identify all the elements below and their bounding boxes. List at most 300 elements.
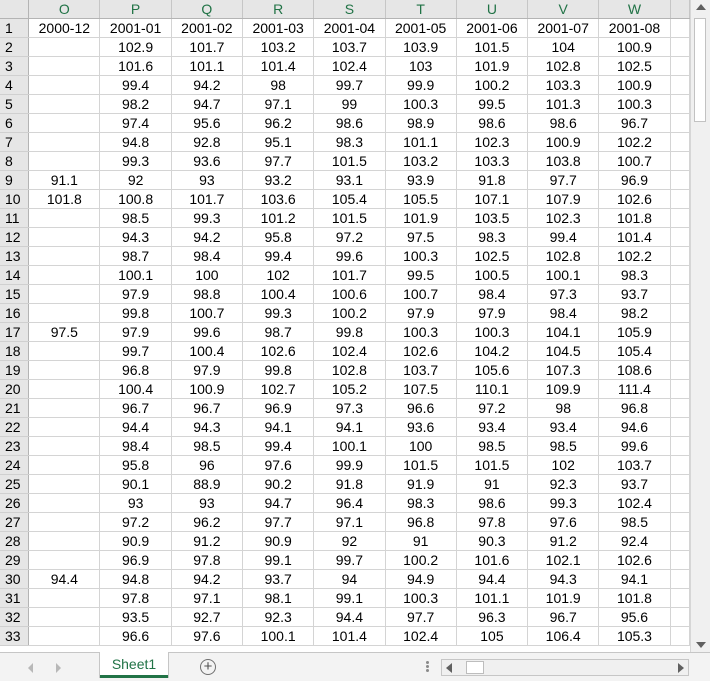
- scroll-down-arrow-icon[interactable]: [696, 642, 706, 648]
- cell-t31[interactable]: 100.3: [385, 589, 456, 608]
- cell-partial[interactable]: [670, 361, 689, 380]
- cell-t19[interactable]: 103.7: [385, 361, 456, 380]
- add-sheet-button[interactable]: [200, 659, 216, 675]
- cell-u5[interactable]: 99.5: [456, 95, 527, 114]
- cell-t3[interactable]: 103: [385, 57, 456, 76]
- cell-partial[interactable]: [670, 570, 689, 589]
- cell-v3[interactable]: 102.8: [528, 57, 599, 76]
- cell-q7[interactable]: 92.8: [171, 133, 242, 152]
- cell-o10[interactable]: 101.8: [29, 190, 100, 209]
- cell-v30[interactable]: 94.3: [528, 570, 599, 589]
- cell-v16[interactable]: 98.4: [528, 304, 599, 323]
- cell-partial[interactable]: [670, 209, 689, 228]
- cell-s7[interactable]: 98.3: [314, 133, 385, 152]
- cell-w30[interactable]: 94.1: [599, 570, 670, 589]
- cell-q27[interactable]: 96.2: [171, 513, 242, 532]
- cell-u30[interactable]: 94.4: [456, 570, 527, 589]
- cell-t10[interactable]: 105.5: [385, 190, 456, 209]
- cell-u15[interactable]: 98.4: [456, 285, 527, 304]
- cell-s27[interactable]: 97.1: [314, 513, 385, 532]
- cell-t24[interactable]: 101.5: [385, 456, 456, 475]
- row-header[interactable]: 16: [0, 304, 29, 323]
- cell-s6[interactable]: 98.6: [314, 114, 385, 133]
- cell-p16[interactable]: 99.8: [100, 304, 171, 323]
- cell-q16[interactable]: 100.7: [171, 304, 242, 323]
- cell-o2[interactable]: [29, 38, 100, 57]
- cell-v7[interactable]: 100.9: [528, 133, 599, 152]
- cell-v28[interactable]: 91.2: [528, 532, 599, 551]
- row-header[interactable]: 18: [0, 342, 29, 361]
- cell-partial[interactable]: [670, 418, 689, 437]
- cell-r22[interactable]: 94.1: [243, 418, 314, 437]
- row-header[interactable]: 19: [0, 361, 29, 380]
- cell-o1[interactable]: 2000-12: [29, 19, 100, 38]
- cell-r17[interactable]: 98.7: [243, 323, 314, 342]
- cell-t12[interactable]: 97.5: [385, 228, 456, 247]
- column-header-s[interactable]: S: [314, 0, 385, 19]
- cell-r8[interactable]: 97.7: [243, 152, 314, 171]
- cell-partial[interactable]: [670, 532, 689, 551]
- cell-v22[interactable]: 93.4: [528, 418, 599, 437]
- cell-p14[interactable]: 100.1: [100, 266, 171, 285]
- cell-o9[interactable]: 91.1: [29, 171, 100, 190]
- cell-p18[interactable]: 99.7: [100, 342, 171, 361]
- cell-w21[interactable]: 96.8: [599, 399, 670, 418]
- cell-t16[interactable]: 97.9: [385, 304, 456, 323]
- cell-u14[interactable]: 100.5: [456, 266, 527, 285]
- cell-w12[interactable]: 101.4: [599, 228, 670, 247]
- cell-p29[interactable]: 96.9: [100, 551, 171, 570]
- cell-r5[interactable]: 97.1: [243, 95, 314, 114]
- cell-r25[interactable]: 90.2: [243, 475, 314, 494]
- cell-w15[interactable]: 93.7: [599, 285, 670, 304]
- cell-p27[interactable]: 97.2: [100, 513, 171, 532]
- cell-u31[interactable]: 101.1: [456, 589, 527, 608]
- select-all-corner[interactable]: [0, 0, 29, 19]
- cell-r21[interactable]: 96.9: [243, 399, 314, 418]
- cell-partial[interactable]: [670, 285, 689, 304]
- cell-w11[interactable]: 101.8: [599, 209, 670, 228]
- cell-o13[interactable]: [29, 247, 100, 266]
- cell-w31[interactable]: 101.8: [599, 589, 670, 608]
- cell-u6[interactable]: 98.6: [456, 114, 527, 133]
- cell-p23[interactable]: 98.4: [100, 437, 171, 456]
- cell-s10[interactable]: 105.4: [314, 190, 385, 209]
- cell-t21[interactable]: 96.6: [385, 399, 456, 418]
- row-header[interactable]: 9: [0, 171, 29, 190]
- cell-r24[interactable]: 97.6: [243, 456, 314, 475]
- cell-t23[interactable]: 100: [385, 437, 456, 456]
- cell-partial[interactable]: [670, 247, 689, 266]
- cell-u2[interactable]: 101.5: [456, 38, 527, 57]
- cell-partial[interactable]: [670, 38, 689, 57]
- cell-w28[interactable]: 92.4: [599, 532, 670, 551]
- cell-q31[interactable]: 97.1: [171, 589, 242, 608]
- cell-partial[interactable]: [670, 190, 689, 209]
- cell-p17[interactable]: 97.9: [100, 323, 171, 342]
- cell-w16[interactable]: 98.2: [599, 304, 670, 323]
- cell-o20[interactable]: [29, 380, 100, 399]
- cell-u24[interactable]: 101.5: [456, 456, 527, 475]
- cell-q30[interactable]: 94.2: [171, 570, 242, 589]
- cell-q2[interactable]: 101.7: [171, 38, 242, 57]
- cell-q11[interactable]: 99.3: [171, 209, 242, 228]
- cell-w26[interactable]: 102.4: [599, 494, 670, 513]
- cell-v15[interactable]: 97.3: [528, 285, 599, 304]
- cell-s4[interactable]: 99.7: [314, 76, 385, 95]
- cell-p33[interactable]: 96.6: [100, 627, 171, 646]
- cell-p2[interactable]: 102.9: [100, 38, 171, 57]
- cell-u22[interactable]: 93.4: [456, 418, 527, 437]
- cell-q12[interactable]: 94.2: [171, 228, 242, 247]
- cell-w23[interactable]: 99.6: [599, 437, 670, 456]
- column-header-w[interactable]: W: [599, 0, 670, 19]
- cell-u8[interactable]: 103.3: [456, 152, 527, 171]
- cell-v29[interactable]: 102.1: [528, 551, 599, 570]
- cell-o19[interactable]: [29, 361, 100, 380]
- cell-partial[interactable]: [670, 57, 689, 76]
- cell-s33[interactable]: 101.4: [314, 627, 385, 646]
- cell-o26[interactable]: [29, 494, 100, 513]
- cell-r4[interactable]: 98: [243, 76, 314, 95]
- cell-t33[interactable]: 102.4: [385, 627, 456, 646]
- cell-w3[interactable]: 102.5: [599, 57, 670, 76]
- cell-p28[interactable]: 90.9: [100, 532, 171, 551]
- cell-s22[interactable]: 94.1: [314, 418, 385, 437]
- cell-p12[interactable]: 94.3: [100, 228, 171, 247]
- cell-r32[interactable]: 92.3: [243, 608, 314, 627]
- cell-s20[interactable]: 105.2: [314, 380, 385, 399]
- cell-s31[interactable]: 99.1: [314, 589, 385, 608]
- cell-p1[interactable]: 2001-01: [100, 19, 171, 38]
- cell-partial[interactable]: [670, 627, 689, 646]
- cell-u12[interactable]: 98.3: [456, 228, 527, 247]
- cell-r14[interactable]: 102: [243, 266, 314, 285]
- cell-u27[interactable]: 97.8: [456, 513, 527, 532]
- cell-w22[interactable]: 94.6: [599, 418, 670, 437]
- cell-w1[interactable]: 2001-08: [599, 19, 670, 38]
- cell-v9[interactable]: 97.7: [528, 171, 599, 190]
- cell-u9[interactable]: 91.8: [456, 171, 527, 190]
- cell-partial[interactable]: [670, 228, 689, 247]
- row-header[interactable]: 12: [0, 228, 29, 247]
- cell-u11[interactable]: 103.5: [456, 209, 527, 228]
- row-header[interactable]: 26: [0, 494, 29, 513]
- cell-u3[interactable]: 101.9: [456, 57, 527, 76]
- cell-q22[interactable]: 94.3: [171, 418, 242, 437]
- cell-v5[interactable]: 101.3: [528, 95, 599, 114]
- row-header[interactable]: 21: [0, 399, 29, 418]
- cell-s25[interactable]: 91.8: [314, 475, 385, 494]
- cell-t17[interactable]: 100.3: [385, 323, 456, 342]
- cell-t4[interactable]: 99.9: [385, 76, 456, 95]
- cell-u23[interactable]: 98.5: [456, 437, 527, 456]
- cell-u29[interactable]: 101.6: [456, 551, 527, 570]
- cell-o7[interactable]: [29, 133, 100, 152]
- cell-o22[interactable]: [29, 418, 100, 437]
- cell-t22[interactable]: 93.6: [385, 418, 456, 437]
- cell-partial[interactable]: [670, 171, 689, 190]
- cell-o11[interactable]: [29, 209, 100, 228]
- cell-t28[interactable]: 91: [385, 532, 456, 551]
- cell-s16[interactable]: 100.2: [314, 304, 385, 323]
- cell-q17[interactable]: 99.6: [171, 323, 242, 342]
- cell-w29[interactable]: 102.6: [599, 551, 670, 570]
- cell-partial[interactable]: [670, 437, 689, 456]
- cell-s15[interactable]: 100.6: [314, 285, 385, 304]
- cell-q10[interactable]: 101.7: [171, 190, 242, 209]
- cell-s23[interactable]: 100.1: [314, 437, 385, 456]
- cell-o18[interactable]: [29, 342, 100, 361]
- cell-u32[interactable]: 96.3: [456, 608, 527, 627]
- previous-sheet-arrow-icon[interactable]: [28, 663, 33, 673]
- row-header[interactable]: 13: [0, 247, 29, 266]
- cell-v8[interactable]: 103.8: [528, 152, 599, 171]
- cell-s3[interactable]: 102.4: [314, 57, 385, 76]
- row-header[interactable]: 2: [0, 38, 29, 57]
- cell-w20[interactable]: 111.4: [599, 380, 670, 399]
- cell-o5[interactable]: [29, 95, 100, 114]
- cell-p3[interactable]: 101.6: [100, 57, 171, 76]
- cell-q6[interactable]: 95.6: [171, 114, 242, 133]
- cell-t20[interactable]: 107.5: [385, 380, 456, 399]
- cell-u18[interactable]: 104.2: [456, 342, 527, 361]
- scroll-up-arrow-icon[interactable]: [696, 4, 706, 10]
- cell-partial[interactable]: [670, 399, 689, 418]
- cell-t11[interactable]: 101.9: [385, 209, 456, 228]
- cell-u10[interactable]: 107.1: [456, 190, 527, 209]
- cell-p4[interactable]: 99.4: [100, 76, 171, 95]
- cell-r30[interactable]: 93.7: [243, 570, 314, 589]
- cell-q15[interactable]: 98.8: [171, 285, 242, 304]
- cell-s21[interactable]: 97.3: [314, 399, 385, 418]
- cell-v25[interactable]: 92.3: [528, 475, 599, 494]
- cell-r18[interactable]: 102.6: [243, 342, 314, 361]
- cell-o23[interactable]: [29, 437, 100, 456]
- row-header[interactable]: 3: [0, 57, 29, 76]
- scroll-right-arrow-icon[interactable]: [678, 663, 684, 673]
- cell-p13[interactable]: 98.7: [100, 247, 171, 266]
- cell-v12[interactable]: 99.4: [528, 228, 599, 247]
- column-header-p[interactable]: P: [100, 0, 171, 19]
- cell-v4[interactable]: 103.3: [528, 76, 599, 95]
- cell-r10[interactable]: 103.6: [243, 190, 314, 209]
- cell-s8[interactable]: 101.5: [314, 152, 385, 171]
- cell-r16[interactable]: 99.3: [243, 304, 314, 323]
- cell-t29[interactable]: 100.2: [385, 551, 456, 570]
- cell-t27[interactable]: 96.8: [385, 513, 456, 532]
- column-header-partial[interactable]: [670, 0, 689, 19]
- cell-r23[interactable]: 99.4: [243, 437, 314, 456]
- row-header[interactable]: 25: [0, 475, 29, 494]
- cell-r2[interactable]: 103.2: [243, 38, 314, 57]
- row-header[interactable]: 8: [0, 152, 29, 171]
- cell-t2[interactable]: 103.9: [385, 38, 456, 57]
- cell-o4[interactable]: [29, 76, 100, 95]
- cell-s2[interactable]: 103.7: [314, 38, 385, 57]
- cell-v32[interactable]: 96.7: [528, 608, 599, 627]
- cell-t13[interactable]: 100.3: [385, 247, 456, 266]
- cell-w14[interactable]: 98.3: [599, 266, 670, 285]
- cell-u26[interactable]: 98.6: [456, 494, 527, 513]
- cell-partial[interactable]: [670, 494, 689, 513]
- cell-u16[interactable]: 97.9: [456, 304, 527, 323]
- column-header-u[interactable]: U: [456, 0, 527, 19]
- row-header[interactable]: 24: [0, 456, 29, 475]
- cell-w13[interactable]: 102.2: [599, 247, 670, 266]
- cell-t25[interactable]: 91.9: [385, 475, 456, 494]
- cell-o25[interactable]: [29, 475, 100, 494]
- cell-s5[interactable]: 99: [314, 95, 385, 114]
- cell-s32[interactable]: 94.4: [314, 608, 385, 627]
- cell-w9[interactable]: 96.9: [599, 171, 670, 190]
- cell-w27[interactable]: 98.5: [599, 513, 670, 532]
- cell-partial[interactable]: [670, 266, 689, 285]
- sheet-tab-sheet1[interactable]: Sheet1: [100, 652, 168, 678]
- row-header[interactable]: 29: [0, 551, 29, 570]
- cell-partial[interactable]: [670, 19, 689, 38]
- cell-o15[interactable]: [29, 285, 100, 304]
- cell-w8[interactable]: 100.7: [599, 152, 670, 171]
- cell-p9[interactable]: 92: [100, 171, 171, 190]
- cell-r1[interactable]: 2001-03: [243, 19, 314, 38]
- cell-partial[interactable]: [670, 323, 689, 342]
- cell-q20[interactable]: 100.9: [171, 380, 242, 399]
- cell-q28[interactable]: 91.2: [171, 532, 242, 551]
- cell-partial[interactable]: [670, 304, 689, 323]
- cell-w5[interactable]: 100.3: [599, 95, 670, 114]
- row-header[interactable]: 30: [0, 570, 29, 589]
- cell-p25[interactable]: 90.1: [100, 475, 171, 494]
- cell-q8[interactable]: 93.6: [171, 152, 242, 171]
- cell-o6[interactable]: [29, 114, 100, 133]
- cell-w6[interactable]: 96.7: [599, 114, 670, 133]
- cell-partial[interactable]: [670, 152, 689, 171]
- cell-t26[interactable]: 98.3: [385, 494, 456, 513]
- column-header-q[interactable]: Q: [171, 0, 242, 19]
- cell-p19[interactable]: 96.8: [100, 361, 171, 380]
- row-header[interactable]: 15: [0, 285, 29, 304]
- cell-s26[interactable]: 96.4: [314, 494, 385, 513]
- cell-q13[interactable]: 98.4: [171, 247, 242, 266]
- cell-o14[interactable]: [29, 266, 100, 285]
- cell-u33[interactable]: 105: [456, 627, 527, 646]
- cell-s9[interactable]: 93.1: [314, 171, 385, 190]
- cell-v17[interactable]: 104.1: [528, 323, 599, 342]
- column-header-v[interactable]: V: [528, 0, 599, 19]
- row-header[interactable]: 6: [0, 114, 29, 133]
- tab-splitter-handle[interactable]: [426, 661, 429, 673]
- cell-o29[interactable]: [29, 551, 100, 570]
- cell-w18[interactable]: 105.4: [599, 342, 670, 361]
- cell-partial[interactable]: [670, 95, 689, 114]
- cell-r3[interactable]: 101.4: [243, 57, 314, 76]
- cell-w19[interactable]: 108.6: [599, 361, 670, 380]
- cell-s11[interactable]: 101.5: [314, 209, 385, 228]
- cell-o12[interactable]: [29, 228, 100, 247]
- cell-v11[interactable]: 102.3: [528, 209, 599, 228]
- cell-partial[interactable]: [670, 380, 689, 399]
- cell-w7[interactable]: 102.2: [599, 133, 670, 152]
- column-header-o[interactable]: O: [29, 0, 100, 19]
- cell-r20[interactable]: 102.7: [243, 380, 314, 399]
- cell-p20[interactable]: 100.4: [100, 380, 171, 399]
- cell-r33[interactable]: 100.1: [243, 627, 314, 646]
- cell-v23[interactable]: 98.5: [528, 437, 599, 456]
- cell-v26[interactable]: 99.3: [528, 494, 599, 513]
- cell-r7[interactable]: 95.1: [243, 133, 314, 152]
- cell-o24[interactable]: [29, 456, 100, 475]
- cell-q14[interactable]: 100: [171, 266, 242, 285]
- cell-s12[interactable]: 97.2: [314, 228, 385, 247]
- cell-w2[interactable]: 100.9: [599, 38, 670, 57]
- cell-p22[interactable]: 94.4: [100, 418, 171, 437]
- cell-u7[interactable]: 102.3: [456, 133, 527, 152]
- cell-r12[interactable]: 95.8: [243, 228, 314, 247]
- cell-u17[interactable]: 100.3: [456, 323, 527, 342]
- column-header-r[interactable]: R: [243, 0, 314, 19]
- cell-t6[interactable]: 98.9: [385, 114, 456, 133]
- cell-p5[interactable]: 98.2: [100, 95, 171, 114]
- cell-r15[interactable]: 100.4: [243, 285, 314, 304]
- cell-r9[interactable]: 93.2: [243, 171, 314, 190]
- cell-v2[interactable]: 104: [528, 38, 599, 57]
- cell-s18[interactable]: 102.4: [314, 342, 385, 361]
- cell-s17[interactable]: 99.8: [314, 323, 385, 342]
- cell-t8[interactable]: 103.2: [385, 152, 456, 171]
- row-header[interactable]: 28: [0, 532, 29, 551]
- cell-v6[interactable]: 98.6: [528, 114, 599, 133]
- cell-q19[interactable]: 97.9: [171, 361, 242, 380]
- cell-v18[interactable]: 104.5: [528, 342, 599, 361]
- row-header[interactable]: 14: [0, 266, 29, 285]
- cell-s30[interactable]: 94: [314, 570, 385, 589]
- cell-s1[interactable]: 2001-04: [314, 19, 385, 38]
- cell-o33[interactable]: [29, 627, 100, 646]
- cell-v20[interactable]: 109.9: [528, 380, 599, 399]
- cell-p32[interactable]: 93.5: [100, 608, 171, 627]
- cell-partial[interactable]: [670, 133, 689, 152]
- row-header[interactable]: 17: [0, 323, 29, 342]
- cell-o30[interactable]: 94.4: [29, 570, 100, 589]
- cell-o21[interactable]: [29, 399, 100, 418]
- cell-q5[interactable]: 94.7: [171, 95, 242, 114]
- cell-p11[interactable]: 98.5: [100, 209, 171, 228]
- cell-q29[interactable]: 97.8: [171, 551, 242, 570]
- cell-q4[interactable]: 94.2: [171, 76, 242, 95]
- cell-u1[interactable]: 2001-06: [456, 19, 527, 38]
- cell-q25[interactable]: 88.9: [171, 475, 242, 494]
- cell-p8[interactable]: 99.3: [100, 152, 171, 171]
- vertical-scroll-thumb[interactable]: [694, 18, 706, 122]
- cell-w24[interactable]: 103.7: [599, 456, 670, 475]
- cell-p30[interactable]: 94.8: [100, 570, 171, 589]
- vertical-scrollbar[interactable]: [690, 0, 710, 652]
- cell-u21[interactable]: 97.2: [456, 399, 527, 418]
- cell-w32[interactable]: 95.6: [599, 608, 670, 627]
- cell-q21[interactable]: 96.7: [171, 399, 242, 418]
- row-header[interactable]: 5: [0, 95, 29, 114]
- cell-p31[interactable]: 97.8: [100, 589, 171, 608]
- cell-r27[interactable]: 97.7: [243, 513, 314, 532]
- cell-r28[interactable]: 90.9: [243, 532, 314, 551]
- cell-t32[interactable]: 97.7: [385, 608, 456, 627]
- cell-r13[interactable]: 99.4: [243, 247, 314, 266]
- cell-u28[interactable]: 90.3: [456, 532, 527, 551]
- cell-t30[interactable]: 94.9: [385, 570, 456, 589]
- row-header[interactable]: 10: [0, 190, 29, 209]
- cell-w10[interactable]: 102.6: [599, 190, 670, 209]
